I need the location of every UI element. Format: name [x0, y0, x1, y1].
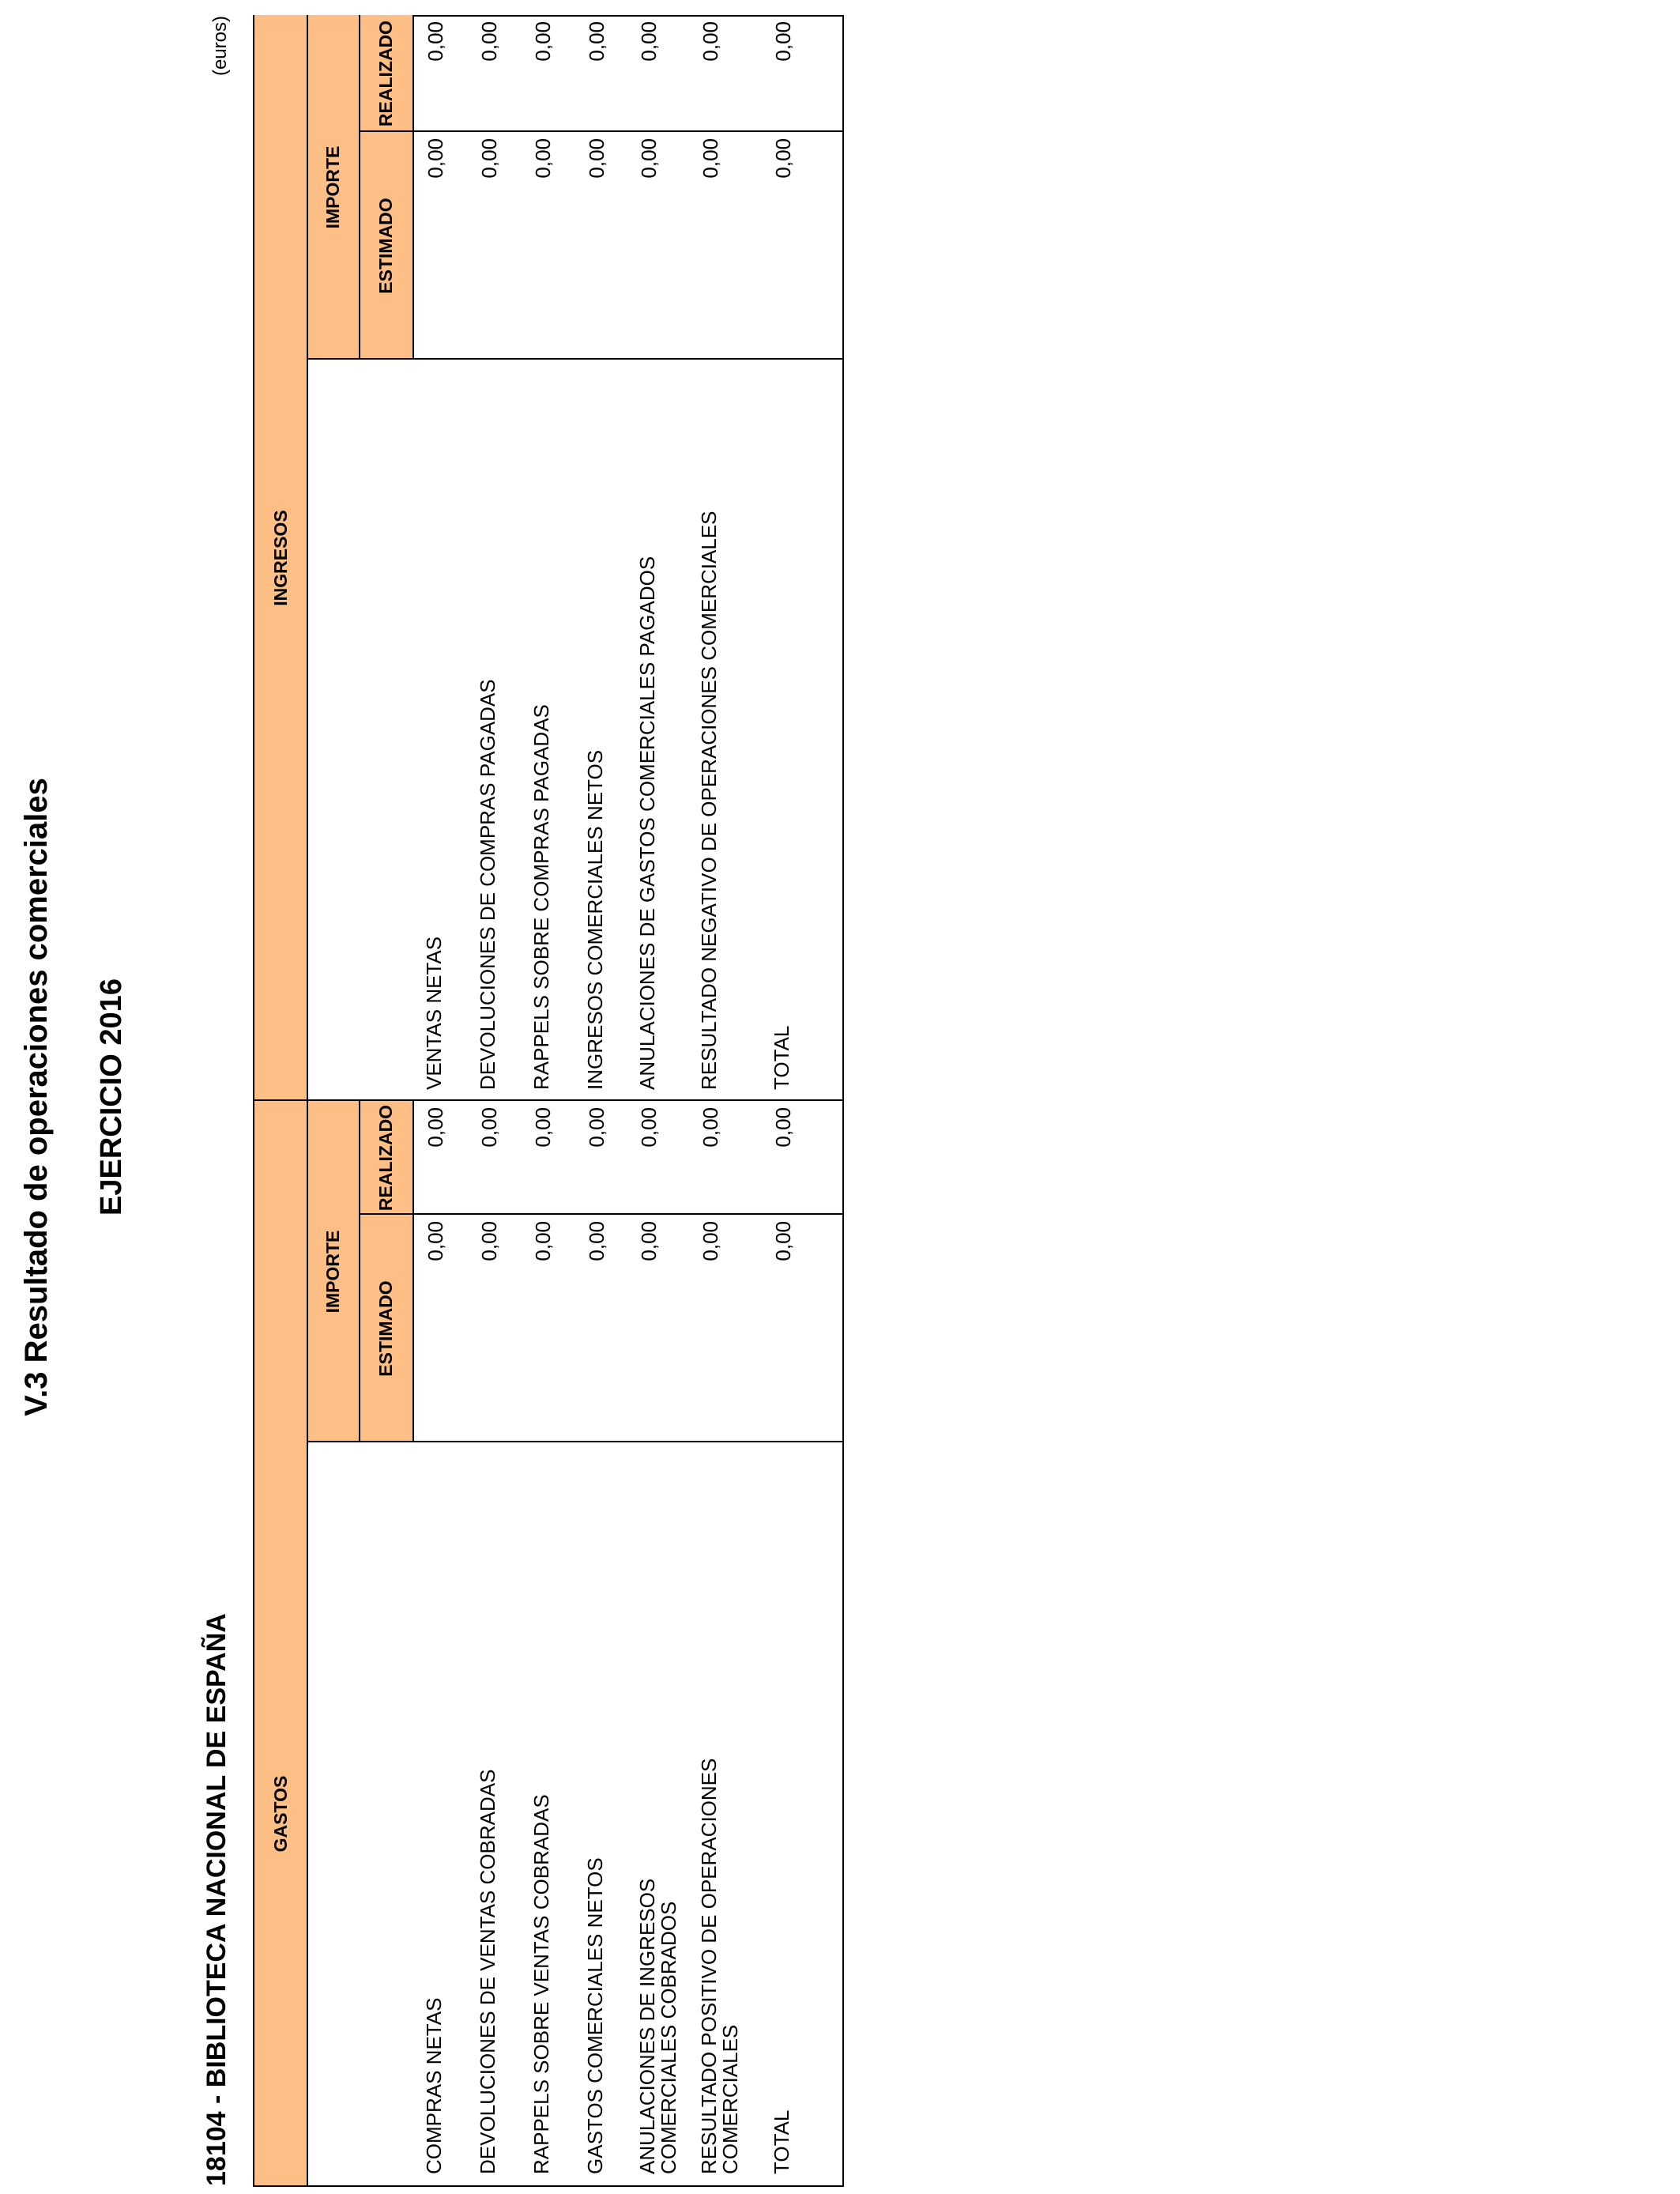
gastos-importe-header: IMPORTE — [307, 1101, 359, 1442]
ingresos-row-realizado: 0,00 — [699, 21, 722, 62]
gastos-header-rule-3 — [412, 1101, 414, 1442]
report-title: V.3 Resultado de operaciones comerciales — [19, 778, 54, 1416]
gastos-row-estimado: 0,00 — [477, 1221, 501, 1261]
gastos-row-realizado: 0,00 — [637, 1107, 661, 1148]
ingresos-row-label: RAPPELS SOBRE COMPRAS PAGADAS — [529, 704, 553, 1090]
entity-name: 18104 - BIBLIOTECA NACIONAL DE ESPAÑA — [202, 1613, 232, 2186]
gastos-row-realizado: 0,00 — [424, 1107, 447, 1148]
gastos-row-label: GASTOS COMERCIALES NETOS — [583, 1857, 607, 2174]
ingresos-row-estimado: 0,00 — [699, 138, 722, 179]
header-rule-1 — [307, 15, 308, 2185]
gastos-total-label: TOTAL — [770, 2109, 793, 2174]
gastos-row-realizado: 0,00 — [699, 1107, 722, 1148]
gastos-row-label: COMPRAS NETAS — [422, 1997, 446, 2174]
ingresos-realizado-header: REALIZADO — [359, 15, 412, 132]
gastos-importe-header-cap — [254, 1101, 307, 1442]
ingresos-total-label: TOTAL — [770, 1025, 793, 1090]
gastos-row-label: RAPPELS SOBRE VENTAS COBRADAS — [529, 1794, 553, 2174]
ingresos-row-estimado: 0,00 — [424, 138, 447, 179]
ingresos-importe-header: IMPORTE — [307, 15, 359, 360]
ingresos-header-rule-2 — [359, 15, 360, 360]
ingresos-row-label: DEVOLUCIONES DE COMPRAS PAGADAS — [476, 679, 499, 1090]
ingresos-estimado-header: ESTIMADO — [359, 132, 412, 360]
ingresos-row-realizado: 0,00 — [531, 21, 555, 62]
ingresos-row-label: ANULACIONES DE GASTOS COMERCIALES PAGADOS — [635, 556, 659, 1090]
gastos-label-divider — [307, 1441, 844, 1442]
section-divider — [254, 1099, 844, 1101]
gastos-header: GASTOS — [254, 1442, 307, 2185]
ingresos-row-estimado: 0,00 — [477, 138, 501, 179]
gastos-row-estimado: 0,00 — [424, 1221, 447, 1261]
gastos-row-label: RESULTADO POSITIVO DE OPERACIONES COMERCIALES — [697, 1758, 742, 2174]
gastos-estimado-header: ESTIMADO — [359, 1215, 412, 1442]
ingresos-row-realizado: 0,00 — [424, 21, 447, 62]
ingresos-row-realizado: 0,00 — [585, 21, 608, 62]
ingresos-total-realizado: 0,00 — [771, 21, 795, 62]
gastos-row-label: DEVOLUCIONES DE VENTAS COBRADAS — [476, 1769, 499, 2174]
ingresos-row-estimado: 0,00 — [637, 138, 661, 179]
ingresos-row-label: RESULTADO NEGATIVO DE OPERACIONES COMERCIALES — [697, 511, 721, 1090]
ingresos-header-rule-3 — [412, 15, 414, 360]
gastos-row-label: ANULACIONES DE INGRESOS COMERCIALES COBRADOS — [635, 1878, 680, 2174]
ingresos-row-label: INGRESOS COMERCIALES NETOS — [583, 749, 607, 1090]
gastos-row-estimado: 0,00 — [637, 1221, 661, 1261]
gastos-row-estimado: 0,00 — [699, 1221, 722, 1261]
fiscal-year-heading: EJERCICIO 2016 — [95, 978, 128, 1216]
operations-table — [253, 15, 844, 2187]
gastos-row-realizado: 0,00 — [585, 1107, 608, 1148]
gastos-row-realizado: 0,00 — [531, 1107, 555, 1148]
ingresos-row-realizado: 0,00 — [477, 21, 501, 62]
ingresos-label-divider — [307, 358, 844, 360]
ingresos-row-label: VENTAS NETAS — [422, 936, 446, 1090]
units-note: (euros) — [209, 16, 231, 77]
ingresos-row-estimado: 0,00 — [531, 138, 555, 179]
ingresos-total-estimado: 0,00 — [771, 138, 795, 179]
gastos-total-realizado: 0,00 — [771, 1107, 795, 1148]
ingresos-header: INGRESOS — [254, 15, 307, 1101]
ingresos-row-estimado: 0,00 — [585, 138, 608, 179]
gastos-row-realizado: 0,00 — [477, 1107, 501, 1148]
gastos-row-estimado: 0,00 — [585, 1221, 608, 1261]
gastos-realizado-header: REALIZADO — [359, 1101, 412, 1215]
gastos-total-estimado: 0,00 — [771, 1221, 795, 1261]
gastos-row-estimado: 0,00 — [531, 1221, 555, 1261]
gastos-header-rule-2 — [359, 1101, 360, 1442]
ingresos-row-realizado: 0,00 — [637, 21, 661, 62]
